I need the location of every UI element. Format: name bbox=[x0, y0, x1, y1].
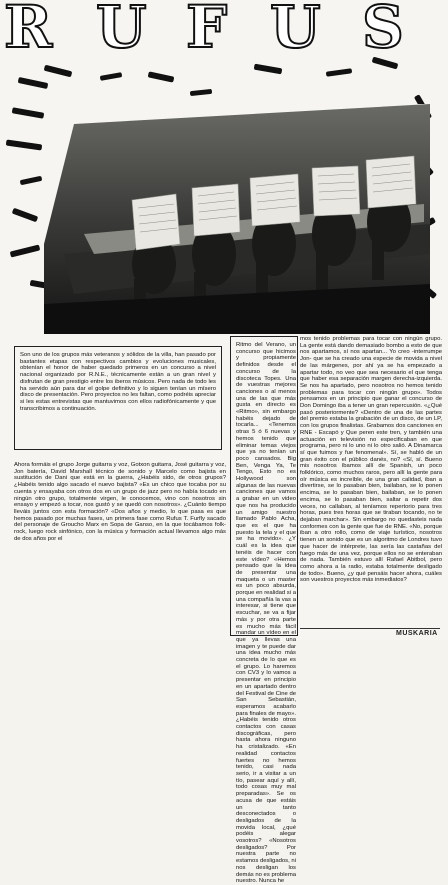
intro-text bbox=[20, 352, 216, 446]
left-column-text: Ahora formáis el grupo Jorge guitarra y voz, Gotxon guitarra, José guitarra y voz, Jon batería, David Marshall técnico de sonido y Marcelo como bajista en sustitución de Dani que está en la guerra, ¿Habéis sido, de otros grupos? ¿Habéis tenido algo sacado el nuevo bajista? «Es un chico que tocaba por su cuenta y ensayaba con otros dos en un grupo de jazz pero no había tocado en ningún otro grupo, totalmente virgen, le conocemos, vino con nosotros sin ensayo y empezó a tocar, nos gustó y se quedó con nosotros». ¿Cuánto tiempo lleváis juntos con esta formación? «Dos años y medio, lo que pasa es que hemos pasado por muchas fases, un primera fase como Rufus T. Furfly sacado del personaje de Groucho Marx en Sopa de Ganso, en la que tocábamos folk-rock, luego rock sinfónico, con la música y formación actual llevamos algo más de dos años por el bbox=[14, 462, 226, 542]
title-letter: S bbox=[362, 0, 404, 61]
decorative-dash bbox=[12, 107, 45, 118]
footer-label: MUSKARIA bbox=[396, 630, 438, 637]
page-title bbox=[0, 0, 448, 61]
decorative-dash bbox=[148, 71, 175, 82]
decorative-dash bbox=[10, 244, 41, 257]
decorative-dash bbox=[254, 64, 283, 75]
decorative-dash bbox=[190, 89, 212, 96]
band-photo bbox=[44, 104, 430, 334]
title-letter: U bbox=[270, 0, 321, 61]
decorative-dash bbox=[44, 65, 73, 78]
decorative-dash bbox=[18, 77, 49, 89]
title-letter: R bbox=[4, 0, 53, 61]
decorative-dash bbox=[20, 176, 43, 185]
footer-rule bbox=[300, 628, 440, 629]
decorative-dash bbox=[326, 68, 352, 77]
middle-column-text: Ritmo del Verano, un concurso que hicimos y propiamente definidos desde el concurso de la discoteca Topes. Una de vuestras mejores canciones o al menos una de las que más gusta en directo es «Ritmo», sin embargo habéis dejado de tocarla... «Tenemos otras 5 ó 6 nuevas y hemos tenido que eliminar temas viejos que ya no tenían un poco cansados. Big Ben, Venga Ya, Te Tengo, Esto no es Hollywood son algunas de las nuevas canciones que vamos a grabar en un video que nos ha producido un amigo nuestro llamado Pablo Acha, que es el que ha puesto la tela y el que se ha movido». ¿Y cuál es la idea que tenéis de hacer con este vídeo? «Hemos pensado que la idea de presentar una maqueta o un master es un poco absurda, porque en realidad si a una compañía la vas a interesar, si tiene que escuchar, se va a fijar más y por otra parte es mucho más fácil mandar un vídeo en el que ya llevas una imagen y te puede dar una idea mucho más concreta de lo que es el grupo. Lo haremos con CV3 y lo vamos a presentar en principio en un apartado dentro del Festival de Cine de San Sebastián, esperamos acabarlo para finales de mayo». ¿Habéis tenido otros contactos con casas discográficas, pero hasta ahora ninguno ha cristalizado. «En realidad contactos fuertes no hemos tenido, casi nada serio, ir a visitar a un tío, pasear aquí y allí, todo cosas muy mal preparadas». Se os acusa de que estáis un tanto desconectados o desligados de la movida local, ¿qué podéis alegar vosotros? «Nosotros desligados? Por nuestra parte no estamos desligados, ni nos desligan los demás no es problema nuestro. Nunca he bbox=[236, 342, 296, 885]
decorative-dash bbox=[6, 140, 42, 151]
title-letter: U bbox=[96, 0, 147, 61]
title-letter: F bbox=[186, 0, 228, 61]
right-column-main bbox=[300, 336, 442, 624]
middle-column bbox=[236, 342, 296, 885]
intro-paragraph: Son uno de los grupos más veteranos y sólidos de la villa, han pasado por bastantes etapas con respectivos cambios y evoluciones musicales, obtenían el honor de haber quedado primeros en un concurso a nivel nacional organizado por R.N.E., técnicamente están a un gran nivel y disfrutan de gran prestigio entre los iberos músicos. Pero nada de todo les ha servido aún para dar el golpe definitivo y lo siguen tenían un mísero disco de presentación. Pero proyectos no les faltan, como podréis apreciar si les estas entrevistas que mantuvimos con ellos radiofónicamente y que transcribimos a continuación. bbox=[20, 352, 216, 412]
decorative-dash bbox=[100, 72, 123, 81]
decorative-dash bbox=[12, 208, 38, 223]
right-column-text: mos tenido problemas para tocar con ningún grupo. La gente está dando demasiado bombo a esto de que nos apartamos, sí nos apartan... Yo creo -interrumpe Jon- que se ha creado una especie de movida a nivel de las márgenes, por ahí ya se ha empezado a apartar todo, no veo que sea necesario el que tenga que haber esa separación margen derecha-izquierda. Se nos ha apartado, pero nosotros no hemos tenido problemas para tocar con ningún grupo». Todos pensamos en un principio que ganar el concurso de Don Domingo iba a tener un gran repercusión. «¿Qué pasó posteriormente? «Dentro de una de las partes del premio estaba la grabación de un disco, de un LP, con los grupos finalistas. Grabamos dos canciones en RNE - Escapó y Que peren este tren, y también una actuación en televisión no especificaban en que programa, pero ni lo uno ni lo otro salió. A Dinamarca sí que fuimos y fue fenomenal». Sí, se habló de un gran éxito con el público danés, no? «Sí, sí. Bueno mis nosotros íbamos allí de Spanish, un poco folklórico, como muchos raros, pero allí la gente para oír música es increíble, de una gran calidad, iban a divertirse, se lo pasaban bien, bailaban, se lo ponen encima, se lo pasaban bien, bailaban, se lo ponen encima, se lo pasaban bien, saltar a repetir dos veces, no callaban, al teníamos repertorio para tres horas, pues tres horas que se tiraban tocando, no te dejaban marchar». Sin embargo no quedasteis nada conformes con la gente que fue de RNE. «No, porque iban a otro rollo, como de viaje turístico, nosotros tienen un sonido que es un algoritmo de Londres tuvo que hacer de intérprete, las sería las castañas del fuego más de una vez, porque ellos no se enteraban de nada. También estuvo allí Rafael Abitbol, pero como ahora a la radio, estaba totalmente desligado de todo». Bueno, ¿y qué pensáis hacer ahora, cuáles son vuestros proyectos más inmediatos? bbox=[300, 336, 442, 584]
left-column bbox=[14, 462, 226, 638]
